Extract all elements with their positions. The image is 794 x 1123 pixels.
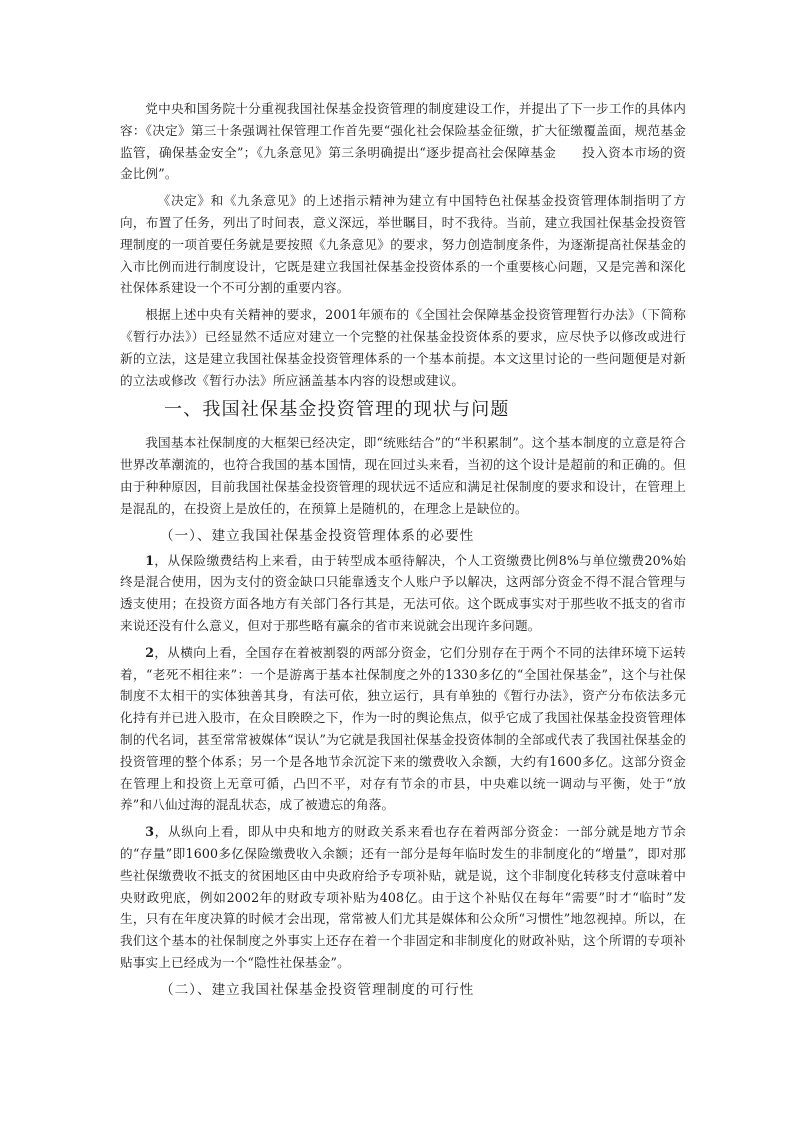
subsection-heading-necessity: （一）、建立我国社保基金投资管理体系的必要性	[160, 527, 475, 544]
point-number-3: 3	[145, 824, 155, 840]
paragraph-intro-3: 根据上述中央有关精神的要求，2001年颁布的《全国社会保障基金投资管理暂行办法》（下简称《暂行办法》）已经显然不适应对建立一个完整的社保基金投资体系的要求，应尽快予以修改或进行新的立法，这是建立我国社保基金投资管理体系的一个基本前提。本文这里讨论的一些问题便是对新的立法或修改《暂行办法》所应涵盖基本内容的设想或建议。	[120, 307, 686, 388]
point-text-1: ，从保险缴费结构上来看，由于转型成本亟待解决，个人工资缴费比例8%与单位缴费20%始终是混合使用，因为支付的资金缺口只能靠透支个人账户予以解决，这两部分资金不得不混合管理与透支使用；在投资方面各地方有关部门各行其是，无法可依。这个既成事实对于那些收不抵支的省市来说还没有什么意义，但对于那些略有赢余的省市来说就会出现许多问题。	[120, 552, 686, 633]
point-number-2: 2	[145, 644, 155, 660]
point-paragraph-2	[120, 642, 686, 816]
point-text-3: ，从纵向上看，即从中央和地方的财政关系来看也存在着两部分资金：一部分就是地方节余的“存量”即1600多亿保险缴费收入余额；还有一部分是每年临时发生的非制度化的“增量”，即对那些社保缴费收不抵支的贫困地区由中央政府给予专项补贴，就是说，这个非制度化转移支付意味着中央财政兜底，例如2002年的财政专项补贴为408亿。由于这个补贴仅在每年“需要”时才“临时”发生，只有在年度决算的时候才会出现，常常被人们尤其是媒体和公众所“习惯性”地忽视掉。所以，在我们这个基本的社保制度之外事实上还存在着一个非固定和非制度化的财政补贴，这个所谓的专项补贴事实上已经成为一个“隐性社保基金”。	[120, 824, 686, 970]
section-heading: 一、我国社保基金投资管理的现状与问题	[164, 399, 510, 421]
subsection-heading-feasibility: （二）、建立我国社保基金投资管理制度的可行性	[160, 981, 475, 998]
point-number-1: 1	[145, 552, 155, 568]
point-paragraph-1	[120, 550, 686, 637]
section-intro-paragraph: 我国基本社保制度的大框架已经决定，即“统账结合”的“半积累制”。这个基本制度的立意是符合世界改革潮流的，也符合我国的基本国情，现在回过头来看，当初的这个设计是超前的和正确的。但由于种种原因，目前我国社保基金投资管理的现状远不适应和满足社保制度的要求和设计，在管理上是混乱的，在投资上是放任的，在预算上是随机的，在理念上是缺位的。	[120, 435, 686, 516]
paragraph-intro-2: 《决定》和《九条意见》的上述指示精神为建立有中国特色社保基金投资管理体制指明了方向，布置了任务，列出了时间表，意义深远，举世瞩目，时不我待。当前，建立我国社保基金投资管理制度的一项首要任务就是要按照《九条意见》的要求，努力创造制度条件，为逐渐提高社保基金的入市比例而进行制度设计，它既是建立我国社保基金投资体系的一个重要核心问题，又是完善和深化社保体系建设一个不可分割的重要内容。	[120, 193, 686, 296]
paragraph-intro-1: 党中央和国务院十分重视我国社保基金投资管理的制度建设工作，并提出了下一步工作的具体内容：《决定》第三十条强调社保管理工作首先要“强化社会保险基金征缴，扩大征缴覆盖面，规范基金监管，确保基金安全”；《九条意见》第三条明确提出“逐步提高社会保障基金 投入资本市场的资金比例”。	[120, 101, 686, 182]
point-paragraph-3	[120, 821, 686, 974]
document-body	[120, 98, 686, 1004]
point-text-2: ，从横向上看，全国存在着被割裂的两部分资金，它们分别存在于两个不同的法律环境下运转着，“老死不相往来”：一个是游离于基本社保制度之外的1330多亿的“全国社保基金”，这个与社保制度不太相干的实体独善其身，有法可依，独立运行，具有单独的《暂行办法》，资产分布依法多元化持有并已进入股市，在众目睽睽之下，作为一时的舆论焦点，似乎它成了我国社保基金投资管理体制的代名词，甚至常常被媒体“误认”为它就是我国社保基金投资体制的全部或代表了我国社保基金的投资管理的整个体系；另一个是各地节余沉淀下来的缴费收入余额，大约有1600多亿。这部分资金在管理上和投资上无章可循，凸凹不平，对存有节余的市县，中央难以统一调动与平衡，处于“放养”和八仙过海的混乱状态，成了被遗忘的角落。	[120, 644, 686, 813]
